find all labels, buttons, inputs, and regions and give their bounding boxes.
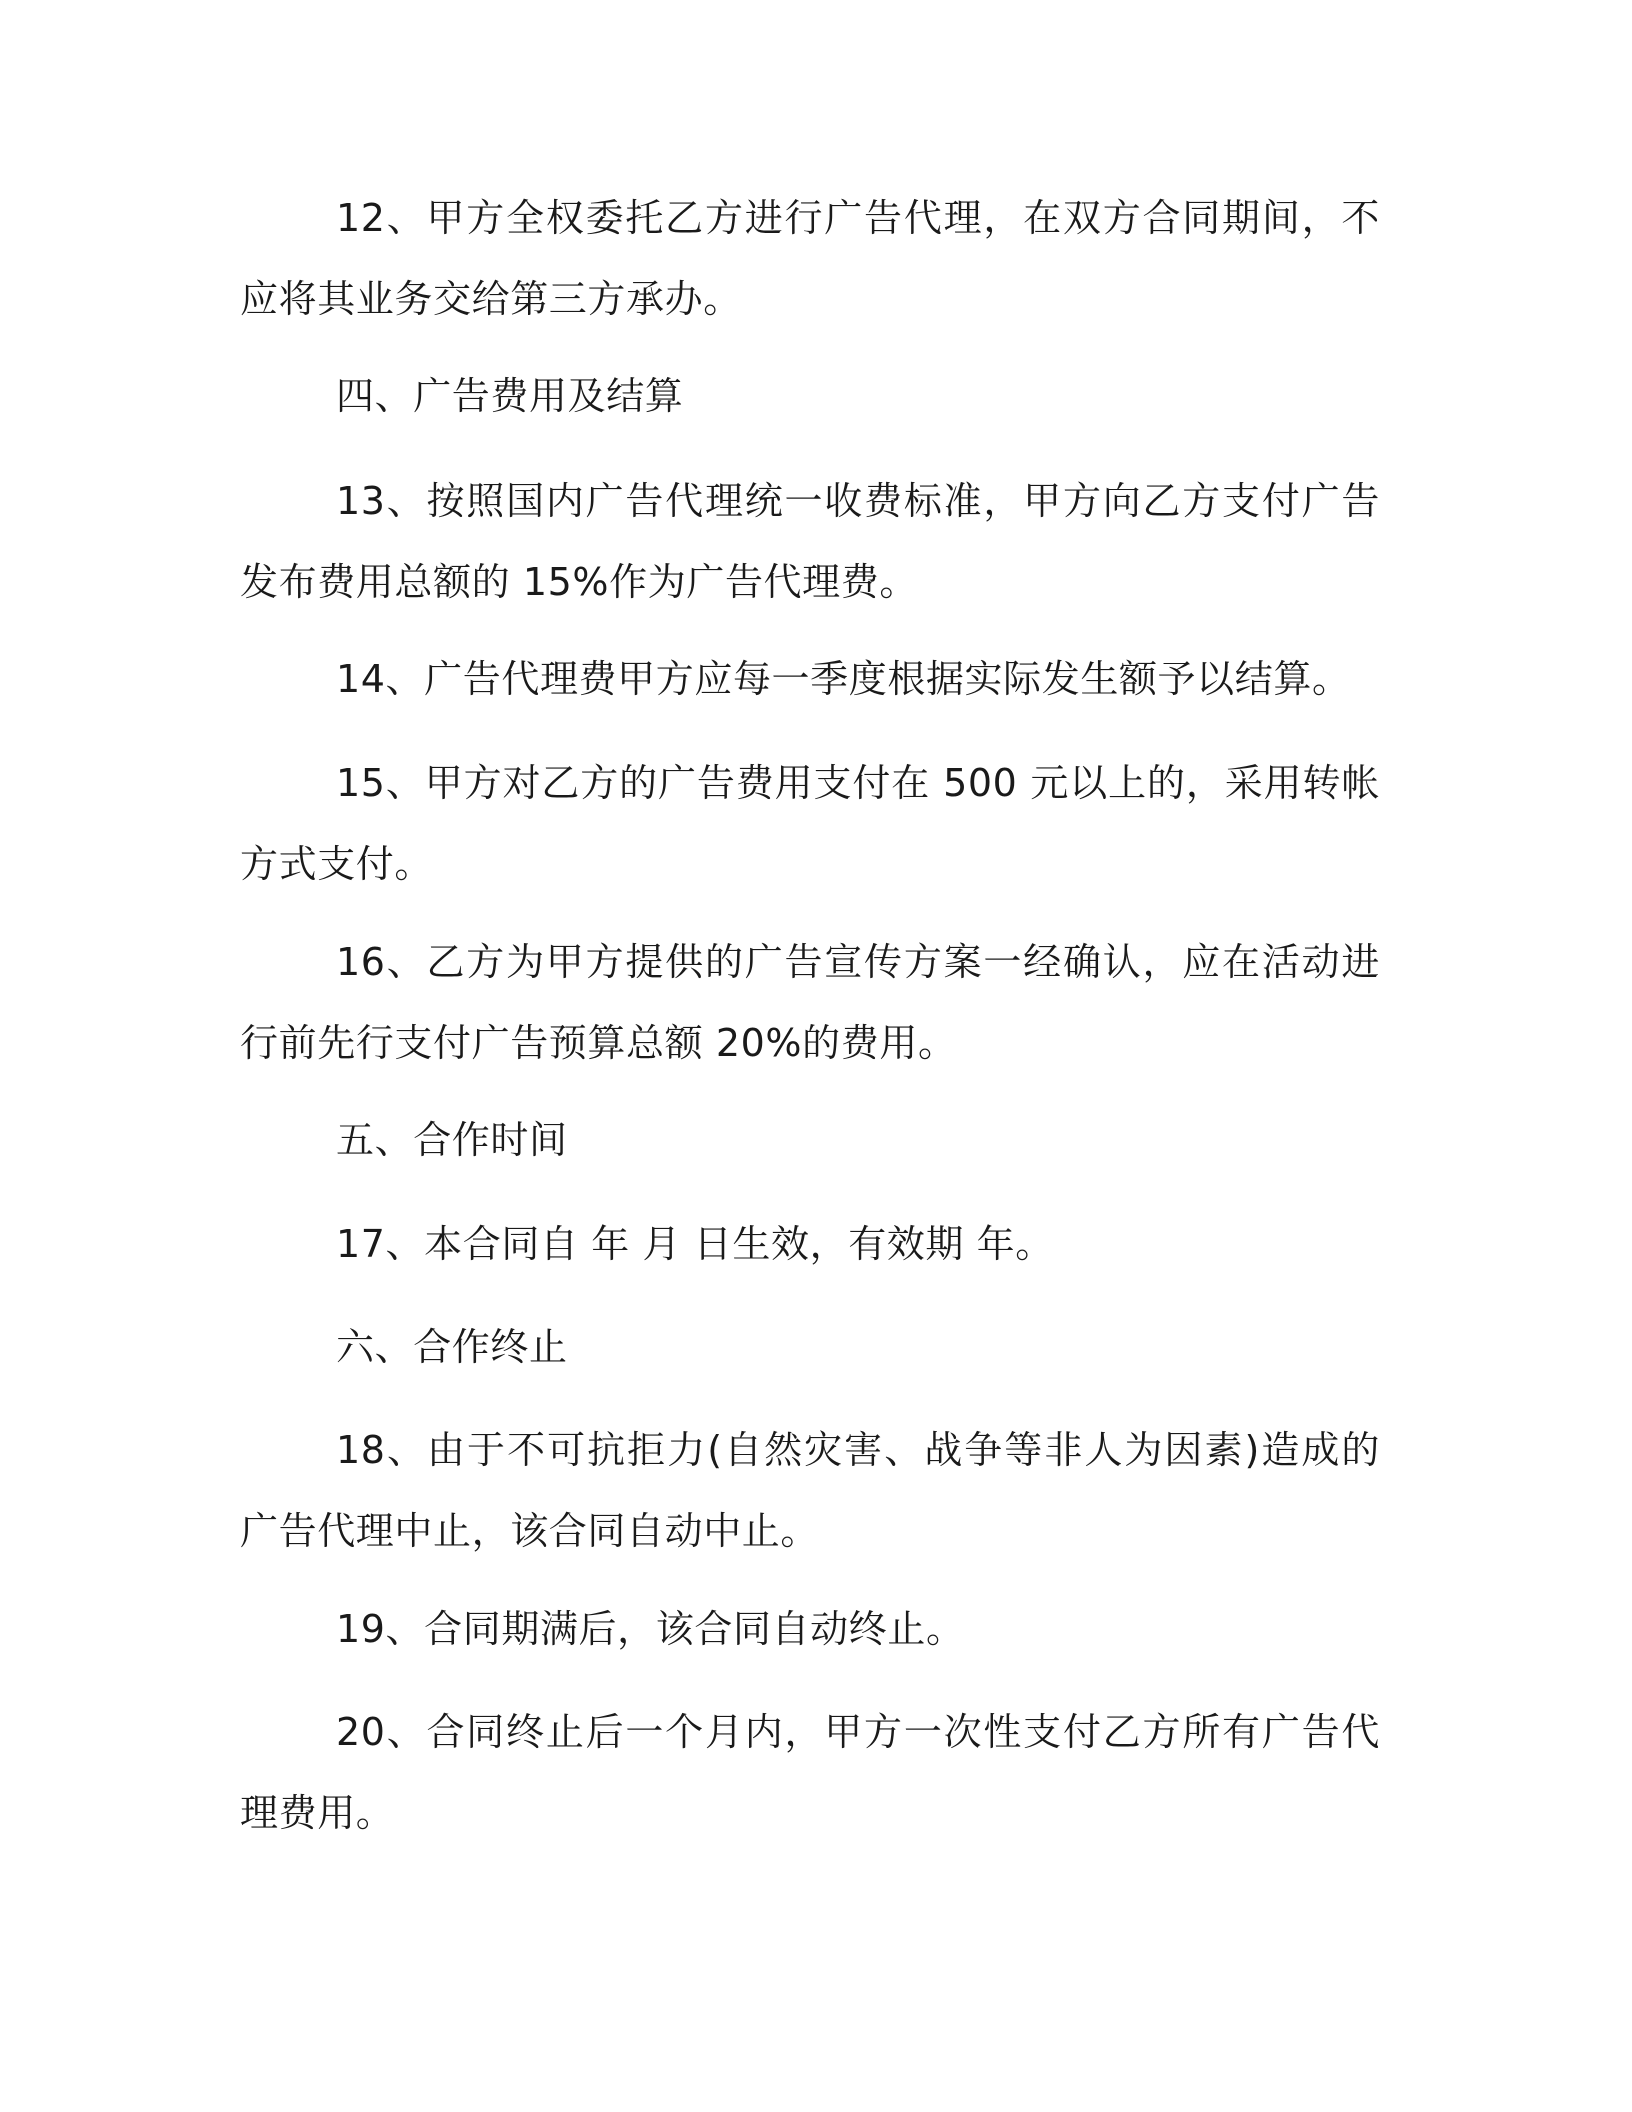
clause-16: 16、乙方为甲方提供的广告宣传方案一经确认，应在活动进行前先行支付广告预算总额 20%的费用。 (240, 940, 1380, 1065)
section-heading-fees: 四、广告费用及结算 (336, 374, 684, 418)
clause-14: 14、广告代理费甲方应每一季度根据实际发生额予以结算。 (336, 657, 1351, 701)
clause-13: 13、按照国内广告代理统一收费标准，甲方向乙方支付广告发布费用总额的 15%作为广告代理费。 (240, 479, 1380, 604)
section-heading-termination: 六、合作终止 (336, 1325, 568, 1369)
clause-18: 18、由于不可抗拒力(自然灾害、战争等非人为因素)造成的广告代理中止，该合同自动中止。 (240, 1428, 1380, 1553)
clause-12: 12、甲方全权委托乙方进行广告代理，在双方合同期间，不应将其业务交给第三方承办。 (240, 196, 1380, 321)
clause-19: 19、合同期满后，该合同自动终止。 (336, 1607, 965, 1651)
section-heading-term: 五、合作时间 (336, 1118, 568, 1162)
clause-20: 20、合同终止后一个月内，甲方一次性支付乙方所有广告代理费用。 (240, 1710, 1380, 1835)
clause-15: 15、甲方对乙方的广告费用支付在 500 元以上的，采用转帐方式支付。 (240, 761, 1380, 886)
clause-17: 17、本合同自 年 月 日生效，有效期 年。 (336, 1222, 1054, 1266)
